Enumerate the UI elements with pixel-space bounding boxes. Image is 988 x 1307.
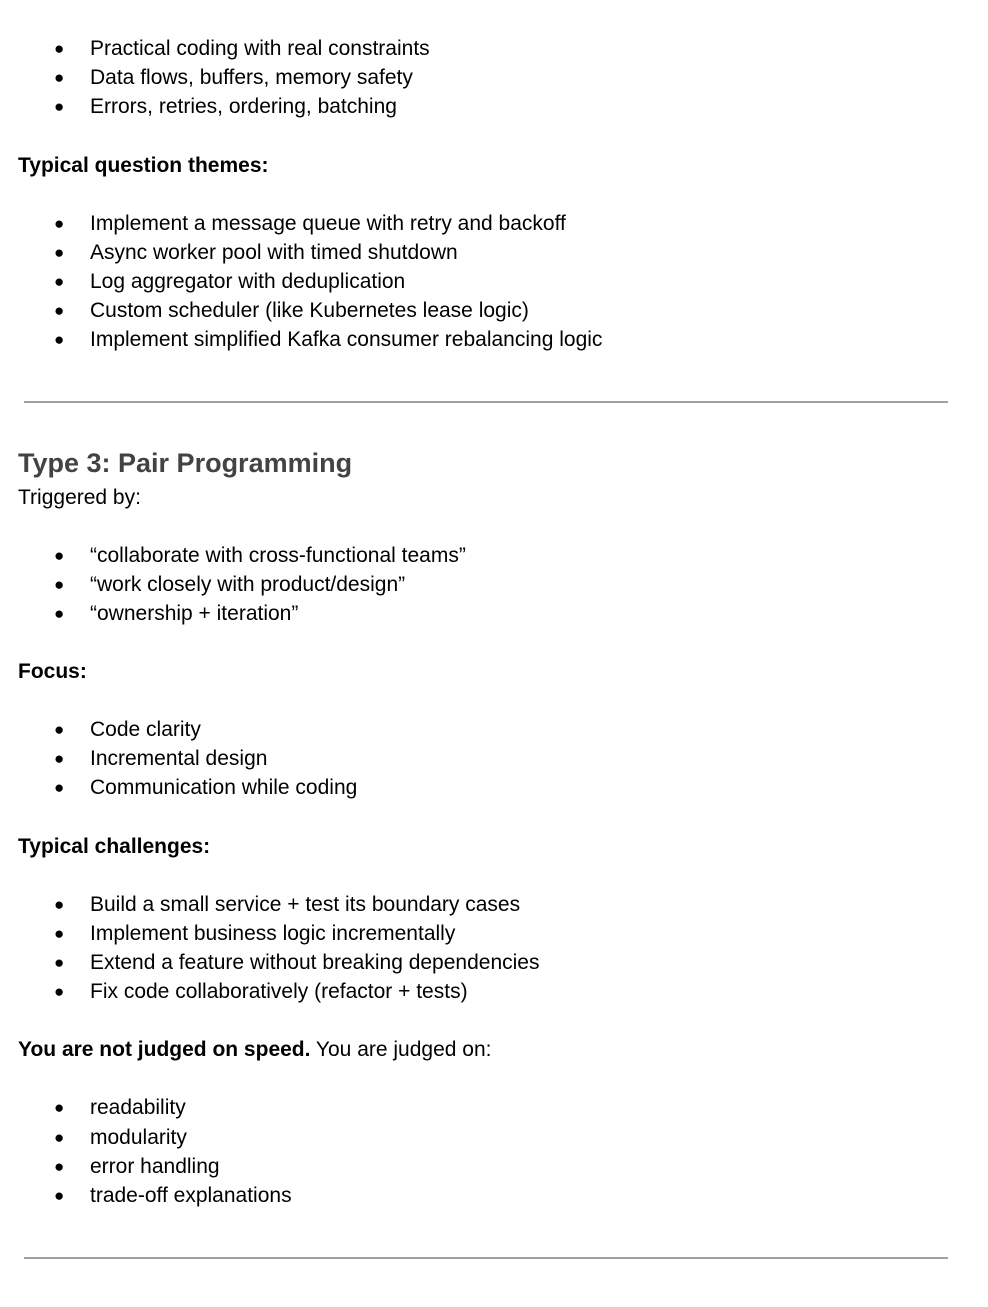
list-item: ● Async worker pool with timed shutdown	[18, 238, 958, 267]
list-item: ● Build a small service + test its boundary cases	[18, 890, 958, 919]
document	[18, 0, 958, 1259]
list-item: ● Implement simplified Kafka consumer rebalancing logic	[18, 325, 958, 354]
list-item: ● Implement business logic incrementally	[18, 919, 958, 948]
triggers-list	[18, 541, 958, 629]
focus-label: Focus:	[18, 660, 87, 684]
list-item: ● Log aggregator with deduplication	[18, 267, 958, 296]
speed-note	[18, 1035, 958, 1064]
list-item: ● Communication while coding	[18, 773, 958, 802]
focus-list	[18, 715, 958, 803]
list-item: ● “collaborate with cross-functional teams”	[18, 541, 958, 570]
section-title: Type 3: Pair Programming	[18, 447, 353, 478]
triggered-label: Triggered by:	[18, 485, 141, 509]
challenges-label: Typical challenges:	[18, 834, 211, 858]
intro-list	[18, 34, 958, 122]
list-item: ● modularity	[18, 1123, 958, 1152]
list-item: ● Custom scheduler (like Kubernetes lease logic)	[18, 296, 958, 325]
list-item: ● error handling	[18, 1152, 958, 1181]
themes-label: Typical question themes:	[18, 153, 269, 177]
list-item: ● Fix code collaboratively (refactor + tests)	[18, 977, 958, 1006]
themes-list	[18, 209, 958, 355]
list-item: ● Code clarity	[18, 715, 958, 744]
speed-rest: You are judged on:	[310, 1038, 492, 1062]
list-item: ● Incremental design	[18, 744, 958, 773]
list-item: ● trade-off explanations	[18, 1181, 958, 1210]
divider	[24, 1257, 948, 1259]
list-item: ● Extend a feature without breaking dependencies	[18, 948, 958, 977]
list-item: ● Practical coding with real constraints	[18, 34, 958, 63]
speed-bold: You are not judged on speed.	[18, 1038, 311, 1062]
list-item: ● readability	[18, 1093, 958, 1122]
challenges-list	[18, 890, 958, 1007]
list-item: ● “work closely with product/design”	[18, 570, 958, 599]
list-item: ● Errors, retries, ordering, batching	[18, 92, 958, 121]
list-item: ● Implement a message queue with retry and backoff	[18, 209, 958, 238]
list-item: ● Data flows, buffers, memory safety	[18, 63, 958, 92]
judged-list	[18, 1093, 958, 1210]
list-item: ● “ownership + iteration”	[18, 599, 958, 628]
